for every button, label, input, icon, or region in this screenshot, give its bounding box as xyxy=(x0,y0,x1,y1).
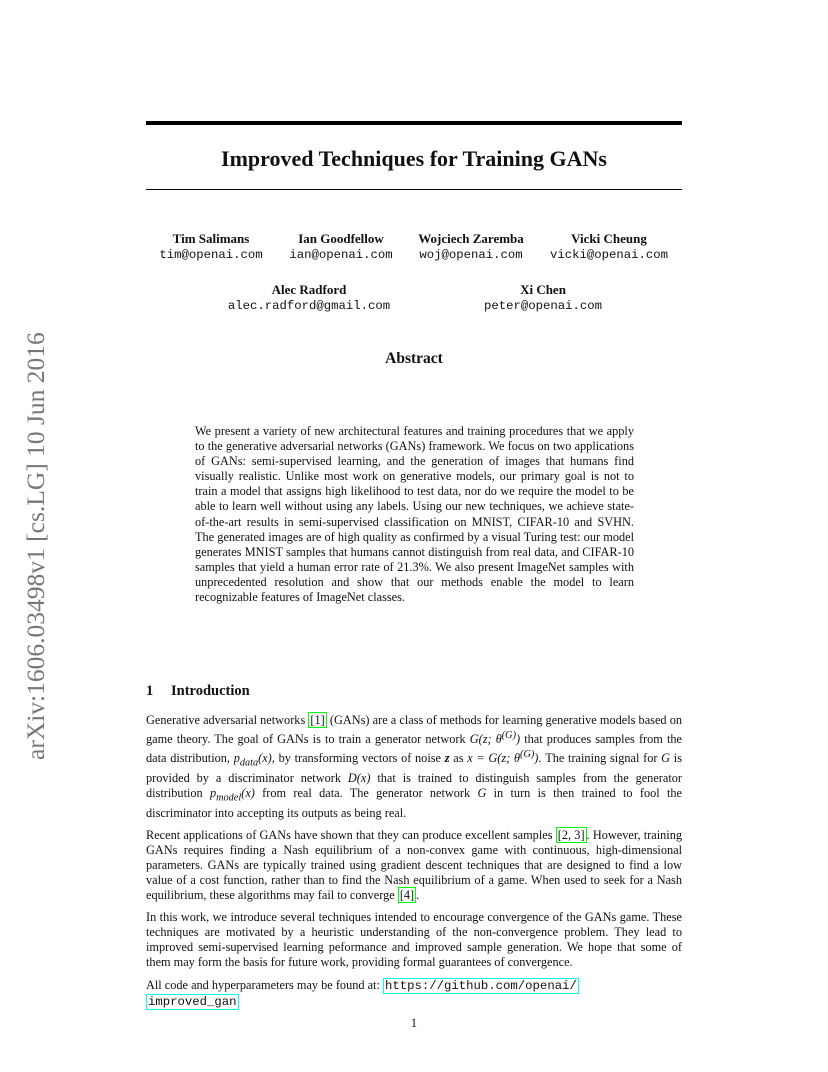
section-title: Introduction xyxy=(171,683,250,699)
author-block xyxy=(540,231,678,263)
author-block xyxy=(280,231,402,263)
section-heading xyxy=(146,682,250,700)
author-email: tim@openai.com xyxy=(159,248,263,262)
author-block xyxy=(468,282,618,314)
citation-link[interactable]: [1] xyxy=(310,713,325,727)
author-block xyxy=(150,231,272,263)
author-block xyxy=(410,231,532,263)
author-name: Xi Chen xyxy=(520,282,566,297)
math-inline: x = G(z; $\theta^{(G)}$) xyxy=(467,749,539,766)
math-inline: z xyxy=(444,751,450,766)
author-block xyxy=(214,282,404,314)
title-bottom-rule xyxy=(146,189,682,190)
paper-title: Improved Techniques for Training GANs xyxy=(221,146,607,171)
math-inline: D(x) xyxy=(347,770,371,785)
abstract-heading: Abstract xyxy=(385,350,443,367)
paragraph: Generative adversarial networks [1] (GANs) are a class of methods for learning generative models based on game theory. The goal of GANs is to train a generator network G(z; $\theta^{(G)}$) that produces samples from the data distribution, $p_{data}(x)$, by transforming vectors of noise z as x = G(z; $\theta^{(G)}$). The training signal for G is provided by a discriminator network D(x) that is trained to distinguish samples from the generator distribution $p_{model}(x)$ from real data. The generator network G in turn is then trained to fool the discriminator into accepting its outputs as being real. xyxy=(146,713,682,820)
author-email: ian@openai.com xyxy=(289,248,393,262)
section-number: 1 xyxy=(146,683,154,699)
author-email: vicki@openai.com xyxy=(549,248,669,262)
author-name: Tim Salimans xyxy=(172,231,250,246)
paragraph: Recent applications of GANs have shown that they can produce excellent samples [2, 3] . However, training GANs requires finding a Nash equilibrium of a non-convex game with continuous, high-dimensional parameters. GANs are typically trained using gradient descent techniques that are designed to find a low value of a cost function, rather than to find the Nash equilibrium of a game. When used to seek for a Nash equilibrium, these algorithms may fail to converge [4] . xyxy=(146,827,683,903)
author-email: alec.radford@gmail.com xyxy=(227,299,391,313)
author-name: Vicki Cheung xyxy=(571,231,647,246)
author-name: Alec Radford xyxy=(271,282,347,297)
math-inline: $p_{model}(x)$ xyxy=(210,786,255,804)
author-email: woj@openai.com xyxy=(419,248,523,262)
code-repository-link[interactable]: https://github.com/openai/ xyxy=(384,978,577,993)
math-inline: $p_{data}(x)$ xyxy=(233,751,272,769)
author-email: peter@openai.com xyxy=(483,299,603,313)
code-repository-link[interactable]: improved_gan xyxy=(148,994,237,1009)
math-inline: G xyxy=(477,786,487,801)
math-inline: G(z; $\theta^{(G)}$) xyxy=(469,730,521,747)
citation-link[interactable]: [4] xyxy=(399,888,415,903)
abstract-text: We present a variety of new architectural features and training procedures that we apply to the generative adversarial networks (GANs) framework. We focus on two applications of GANs: semi-supervised learning, and the generation of images that humans find visually realistic. Unlike most work on generative models, our primary goal is not to train a model that assigns high likelihood to test data, nor do we require the model to be able to learn well without using any labels. Using our new techniques, we achieve state-of-the-art results in semi-supervised classification on MNIST, CIFAR-10 and SVHN. The generated images are of high quality as confirmed by a visual Turing test: our model generates MNIST samples that humans cannot distinguish from real data, and CIFAR-10 samples that yield a human error rate of 21.3%. We also present ImageNet samples with unprecedented resolution and show that our methods enable the model to learn recognizable features of ImageNet classes. xyxy=(195,424,634,605)
paragraph: In this work, we introduce several techniques intended to encourage convergence of the GANs game. These techniques are motivated by a heuristic understanding of the non-convergence problem. They lead to improved semi-supervised learning peformance and improved sample generation. We hope that some of them may form the basis for future work, providing formal guarantees of convergence. xyxy=(146,910,682,970)
page-number: 1 xyxy=(410,1016,418,1030)
citation-link[interactable]: [2, 3] xyxy=(557,827,585,842)
title-top-rule xyxy=(146,121,682,125)
author-name: Ian Goodfellow xyxy=(298,231,384,246)
paragraph: All code and hyperparameters may be found at: https://github.com/openai/ improved_gan xyxy=(146,977,577,1009)
body-text xyxy=(146,713,682,1017)
arxiv-identifier-stamp: arXiv:1606.03498v1 [cs.LG] 10 Jun 2016 xyxy=(21,332,50,760)
author-name: Wojciech Zaremba xyxy=(418,231,524,246)
math-inline: G xyxy=(661,751,671,766)
